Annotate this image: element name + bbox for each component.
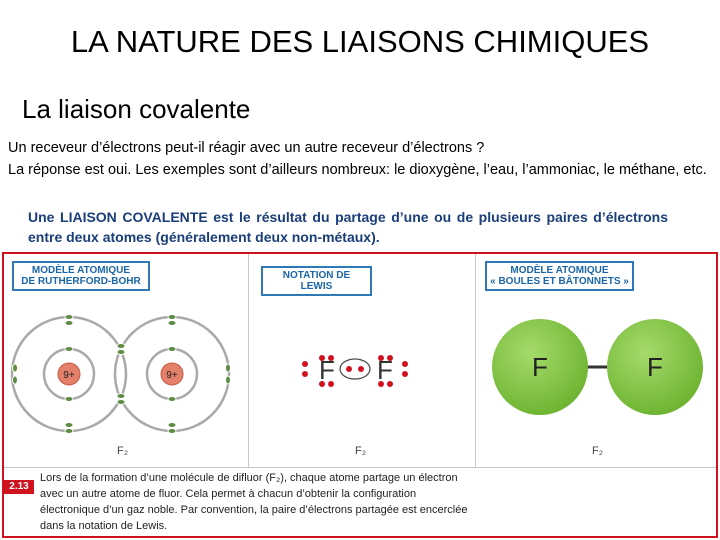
tag-rutherford-line1: MODÈLE ATOMIQUE [31,265,131,276]
slide-title: LA NATURE DES LIAISONS CHIMIQUES [70,24,650,59]
lewis-diagram [248,254,475,467]
figure-number-badge: 2.13 [4,480,34,494]
ball-stick-diagram [475,254,716,467]
panel-rutherford-bohr [4,254,249,467]
lewis-atom-right: F [377,355,393,385]
formula-lewis: F₂ [355,445,366,457]
bohr-diagram [4,254,248,467]
ball-atom-right: F [647,352,663,382]
covalent-bond-definition: Une LIAISON COVALENTE est le résultat du partage d’une ou de plusieurs paires d’électrons entre deux atomes (généralement deux non-métaux). [28,209,668,245]
tag-rutherford-line2: DE RUTHERFORD-BOHR [21,276,141,287]
ball-atom-left: F [532,352,548,382]
paragraph-question: Un receveur d’électrons peut-il réagir avec un autre receveur d’électrons ? [8,140,485,156]
formula-rutherford: F₂ [117,445,128,457]
panel-balls-sticks [475,254,716,467]
figure-f2-models [2,252,718,538]
formula-balls: F₂ [592,445,603,457]
lewis-atom-left: F [319,355,335,385]
left-nucleus-label: 9+ [63,370,75,381]
figure-caption: Lors de la formation d’une molécule de difluor (F₂), chaque atome partage un électron avec un autre atome de fluor. Cela permet à chacun d’obtenir la configuration électronique d’un gaz noble. Par convention, la paire d’électrons partagée est encerclée dans la notation de Lewis. [40,472,468,532]
tag-balls-line2: « BOULES ET BÂTONNETS » [490,276,629,287]
tag-lewis: NOTATION DE LEWIS [261,266,372,296]
panel-lewis [248,254,476,467]
figure-caption-zone [4,467,716,539]
right-nucleus-label: 9+ [166,370,178,381]
tag-balls-line1: MODÈLE ATOMIQUE [510,265,609,276]
slide-subtitle: La liaison covalente [22,94,251,124]
paragraph-answer: La réponse est oui. Les exemples sont d’ailleurs nombreux: le dioxygène, l’eau, l’ammoniac, le méthane, etc. [8,162,707,178]
shared-pair-circle [340,359,370,379]
